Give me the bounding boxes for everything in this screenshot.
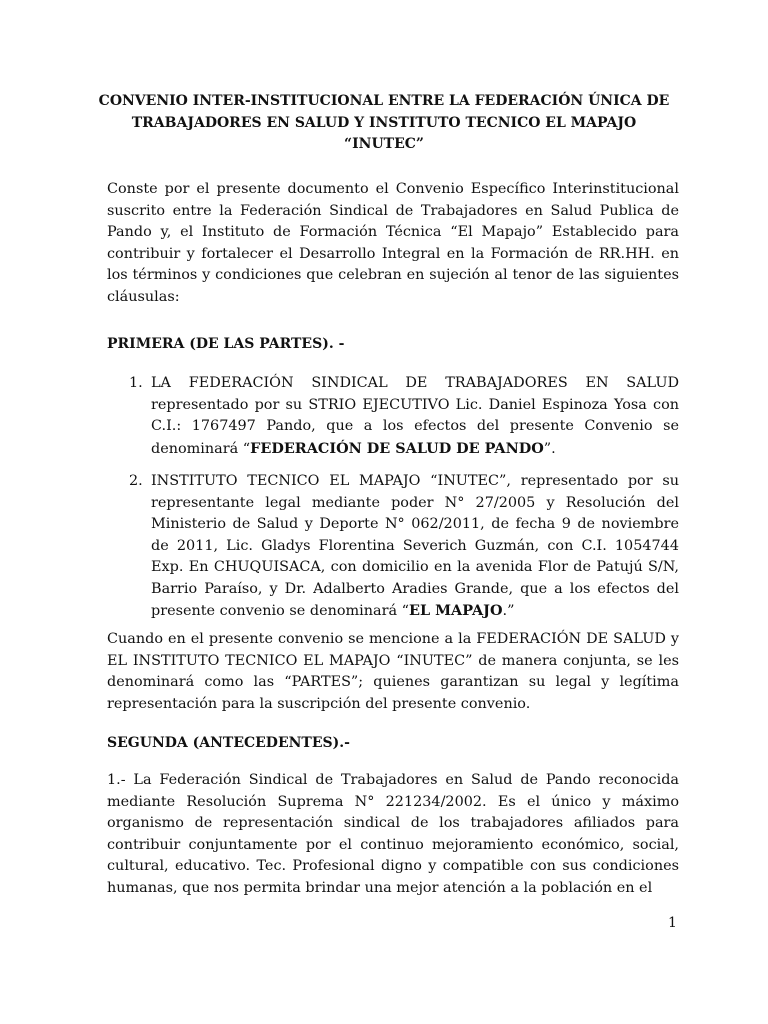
list-item-bold: FEDERACIÓN DE SALUD DE PANDO xyxy=(250,439,544,457)
list-item-number: 1. xyxy=(129,375,143,391)
list-item-text: INSTITUTO TECNICO EL MAPAJO “INUTEC”, representado por su representante legal mediante poder N° 27/2005 y Resolución del Ministerio de Salud y Deporte N° 062/2011, de fecha 9 de noviembre de 2011, Lic. Gladys Florentina Severich Guzmán, con C.I. 1054744 Exp. En CHUQUISACA, con domicilio en la avenida Flor de Patujú S/N, Barrio Paraíso, y Dr. Adalberto Aradies Grande, que a los efectos del presente convenio se denominará “ xyxy=(151,473,679,619)
list-item-number: 2. xyxy=(129,473,143,489)
parties-list xyxy=(107,373,679,623)
section-heading-segunda: SEGUNDA (ANTECEDENTES).- xyxy=(107,735,350,751)
page-number: 1 xyxy=(668,915,677,931)
list-item-bold: EL MAPAJO xyxy=(409,602,503,619)
list-item xyxy=(107,373,679,460)
title-line-2: TRABAJADORES EN SALUD Y INSTITUTO TECNICO EL MAPAJO xyxy=(131,114,637,131)
list-item-after: ”. xyxy=(543,440,556,457)
list-item-text: LA FEDERACIÓN SINDICAL DE TRABAJADORES EN SALUD representado por su STRIO EJECUTIVO Lic. Daniel Espinoza Yosa con C.I.: 1767497 Pando, que a los efectos del presente Convenio se denominará “ xyxy=(151,375,679,457)
antecedent-paragraph: 1.- La Federación Sindical de Trabajadores en Salud de Pando reconocida mediante Resolución Suprema N° 221234/2002. Es el único y máximo organismo de representación sindical de los trabajadores afiliados para contribuir conjuntamente por el continuo mejoramiento económico, social, cultural, educativo. Tec. Profesional digno y compatible con sus condiciones humanas, que nos permita brindar una mejor atención a la población en el xyxy=(107,772,679,896)
list-item-after: .” xyxy=(502,603,515,619)
intro-paragraph: Conste por el presente documento el Convenio Específico Interinstitucional suscrito entre la Federación Sindical de Trabajadores en Salud Publica de Pando y, el Instituto de Formación Técnica “El Mapajo” Establecido para contribuir y fortalecer el Desarrollo Integral en la Formación de RR.HH. en los términos y condiciones que celebran en sujeción al tenor de las siguientes cláusulas: xyxy=(107,181,679,305)
title-line-3: “INUTEC” xyxy=(344,136,424,152)
joint-paragraph: Cuando en el presente convenio se mencione a la FEDERACIÓN DE SALUD y EL INSTITUTO TECNICO EL MAPAJO “INUTEC” de manera conjunta, se les denominará como las “PARTES”; quienes garantizan su legal y legítima representación para la suscripción del presente convenio. xyxy=(107,631,679,712)
list-item xyxy=(107,471,679,623)
title-line-1: CONVENIO INTER-INSTITUCIONAL ENTRE LA FEDERACIÓN ÚNICA DE xyxy=(98,93,670,109)
section-heading-primera: PRIMERA (DE LAS PARTES). - xyxy=(107,336,345,352)
document-title xyxy=(90,91,678,156)
